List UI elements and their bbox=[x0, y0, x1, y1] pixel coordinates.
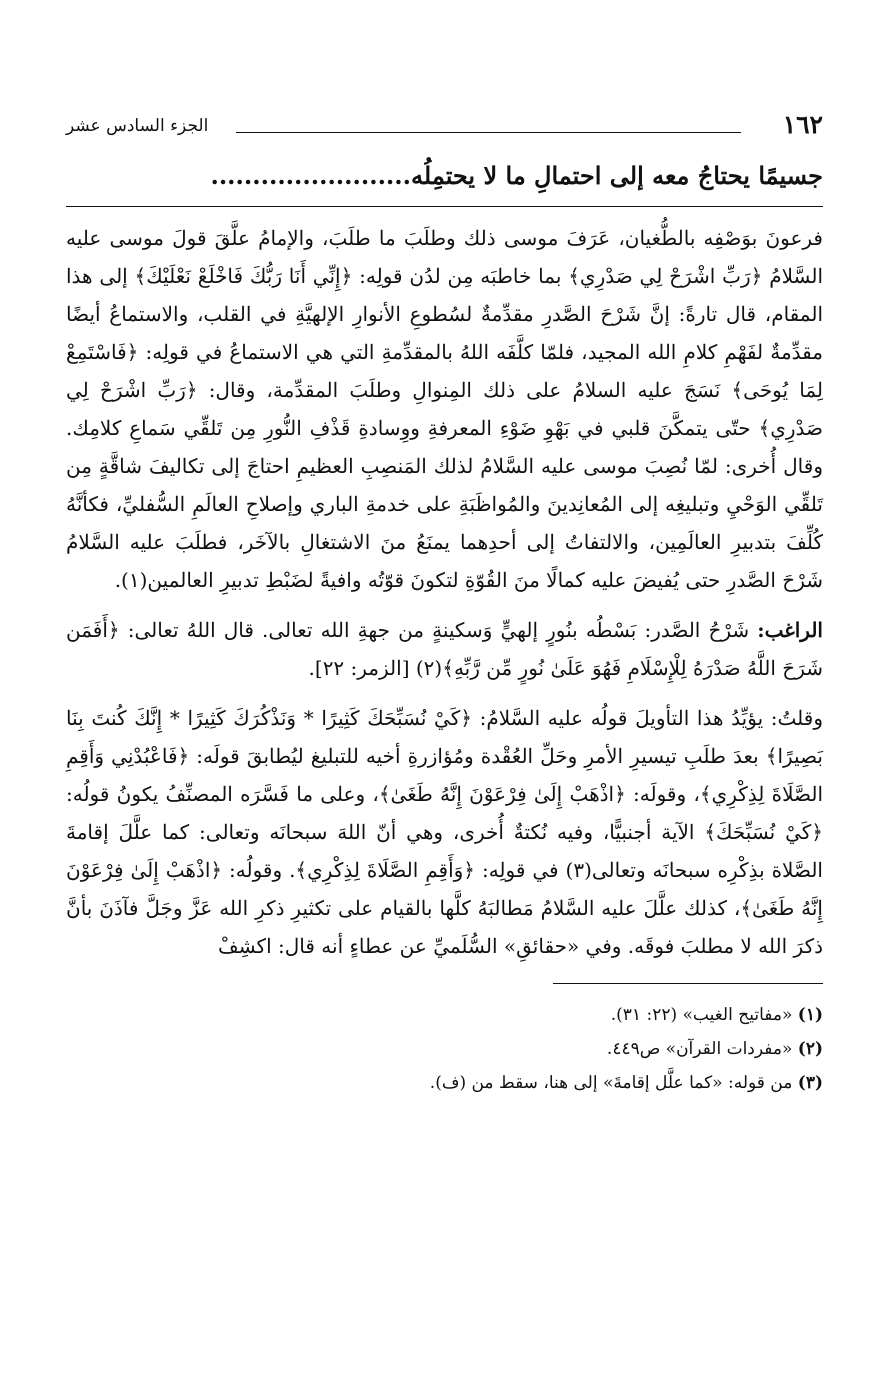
paragraph-2-text: شَرْحُ الصَّدر: بَسْطُه بنُورٍ إلهيٍّ وَسكينةٍ من جهةِ الله تعالى. قال اللهُ تعالى: ﴿أَفَمَن شَرَحَ اللَّهُ صَدْرَهُ لِلْإِسْلَامِ فَهُوَ عَلَىٰ نُورٍ مِّن رَّبِّهِ﴾(٢) [الزمر: ٢٢]. bbox=[66, 618, 823, 680]
book-page bbox=[66, 110, 823, 1340]
continuation-line: جسيمًا يحتاجُ معه إلى احتمالِ ما لا يحتمِلُه........................ bbox=[210, 161, 823, 190]
footnote-2-number: (٢) bbox=[797, 1039, 823, 1059]
footnote-rule bbox=[553, 983, 823, 984]
section-divider bbox=[66, 206, 823, 207]
paragraph-3: وقلتُ: يؤيِّدُ هذا التأويلَ قولُه عليه السَّلامُ: ﴿كَيْ نُسَبِّحَكَ كَثِيرًا * وَنَذْكُرَكَ كَثِيرًا * إِنَّكَ كُنتَ بِنَا بَصِيرًا﴾ بعدَ طلَبِ تيسيرِ الأمرِ وحَلِّ العُقْدة ومُؤازرةِ أخيه للتبليغ ليُطابقَ قولَه: ﴿فَاعْبُدْنِي وَأَقِمِ الصَّلَاةَ لِذِكْرِي﴾، وقولَه: ﴿اذْهَبْ إِلَىٰ فِرْعَوْنَ إِنَّهُ طَغَىٰ﴾، وعلى ما فَسَّرَه المصنِّفُ يكونُ قولُه: ﴿كَيْ نُسَبِّحَكَ﴾ الآية أجنبيًّا، وفيه نُكتةٌ أُخرى، وهي أنّ اللهَ سبحانَه وتعالى: كما علَّلَ إقامةَ الصَّلاة بذِكْرِه سبحانَه وتعالى(٣) في قولِه: ﴿وَأَقِمِ الصَّلَاةَ لِذِكْرِي﴾. وقولُه: ﴿اذْهَبْ إِلَىٰ فِرْعَوْنَ إِنَّهُ طَغَىٰ﴾، كذلك علَّلَ عليه السَّلامُ مَطالبَهُ كلَّها بالقيام على تكثيرِ ذكرِ الله عَزَّ وجَلَّ فآذَنَ بأنَّ ذكرَ الله لا مطلبَ فوقَه. وفي «حقائقِ» السُّلَميِّ عن عطاءٍ أنه قال: اكشِفْ bbox=[66, 706, 823, 958]
footnote-2-text: «مفردات القرآن» ص٤٤٩. bbox=[606, 1039, 798, 1059]
footnote-3-text: من قوله: «كما علَّل إقامةَ» إلى هنا، سقط من (ف). bbox=[429, 1073, 798, 1093]
running-title: الجزء السادس عشر bbox=[66, 116, 209, 136]
paragraph-2-lead: الراغب: bbox=[757, 618, 823, 642]
paragraph-2 bbox=[66, 611, 823, 687]
footnote-2 bbox=[66, 1032, 823, 1066]
running-head bbox=[66, 110, 823, 154]
footnote-1-number: (١) bbox=[797, 1005, 823, 1025]
header-rule bbox=[236, 132, 741, 133]
footnote-3 bbox=[66, 1066, 823, 1100]
page-number: ١٦٢ bbox=[782, 110, 823, 139]
footnote-1 bbox=[66, 998, 823, 1032]
footnote-3-number: (٣) bbox=[797, 1073, 823, 1093]
footnote-1-text: «مفاتيح الغيب» (٢٢: ٣١). bbox=[610, 1005, 798, 1025]
paragraph-1: فرعونَ بوَصْفِه بالطُّغيان، عَرَفَ موسى ذلك وطلَبَ ما طلَبَ، والإمامُ علَّقَ قولَ موسى عليه السَّلامُ ﴿رَبِّ اشْرَحْ لِي صَدْرِي﴾ بما خاطبَه مِن لدُن قولِه: ﴿إِنِّي أَنَا رَبُّكَ فَاخْلَعْ نَعْلَيْكَ﴾ إلى هذا المقام، قال تارةً: إنَّ شَرْحَ الصَّدرِ مقدِّمةٌ لسُطوعِ الأنوارِ الإلهيَّةِ في القلب، والاستماعُ أيضًا مقدِّمةٌ لفَهْمِ كلامِ الله المجيد، فلمّا كلَّفَه اللهُ بالمقدِّمةِ التي هي الاستماعُ في قولِه: ﴿فَاسْتَمِعْ لِمَا يُوحَى﴾ نَسَجَ عليه السلامُ على ذلك المِنوالِ وطلَبَ المقدِّمة، وقال: ﴿رَبِّ اشْرَحْ لِي صَدْرِي﴾ حتّى يتمكَّنَ قلبي في بَهْوِ ضَوْءِ المعرفةِ ووِسادةِ قَذْفِ النُّورِ مِن تَلقِّي سَماعِ كلامِك. وقال أُخرى: لمّا نُصِبَ موسى عليه السَّلامُ لذلك المَنصِبِ العظيمِ احتاجَ إلى تكاليفَ شاقَّةٍ مِن تَلقِّي الوَحْيِ وتبليغِه إلى المُعانِدينَ والمُواظَبَةِ على خدمةِ الباري وإصلاحِ العالَمِ السُّفليِّ، فكأنَّهُ كُلِّفَ بتدبيرِ العالَمِين، والالتفاتُ إلى أحدِهما يمنَعُ منَ الاشتغالِ بالآخَر، فطلَبَ عليه السَّلامُ شَرْحَ الصَّدرِ حتى يُفيضَ عليه كمالًا منَ القُوّةِ لتكونَ قوّتُه وافيةً لضَبْطِ تدبيرِ العالمين(١). bbox=[66, 226, 823, 592]
